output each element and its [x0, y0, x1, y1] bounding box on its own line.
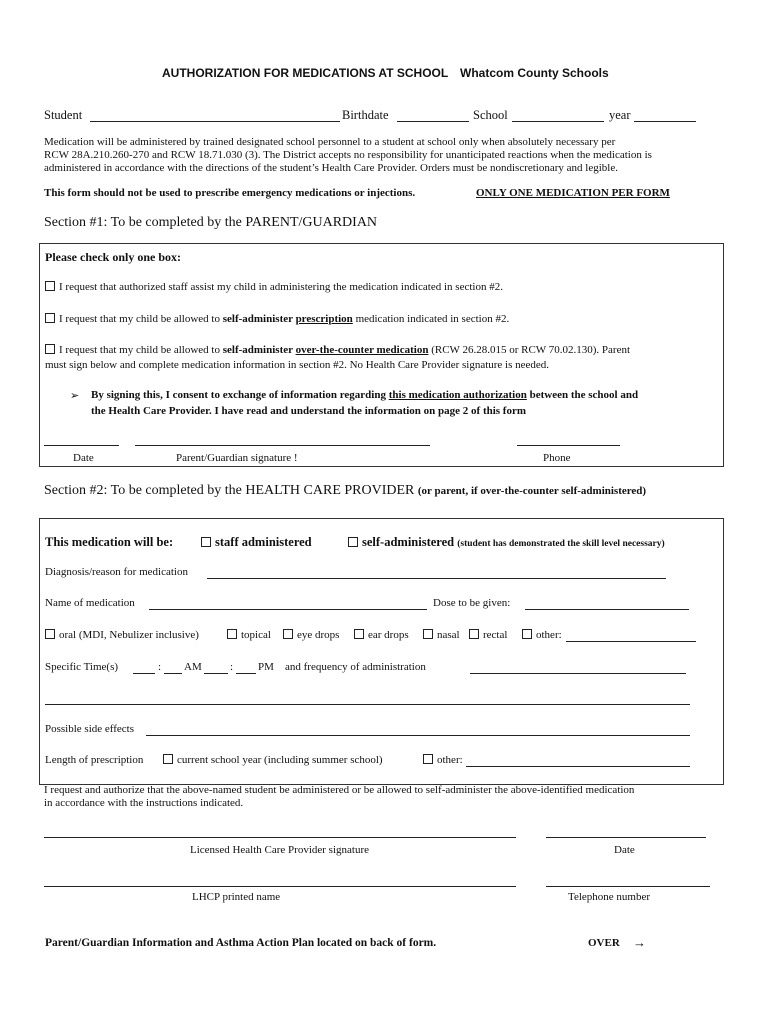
am-hour-field[interactable]: [133, 673, 155, 674]
birthdate-field[interactable]: [397, 121, 469, 122]
route-topical[interactable]: [227, 629, 271, 641]
parent-phone-field[interactable]: [517, 445, 620, 446]
intro-line-3: administered in accordance with the directions of the student’s Health Care Provider. Orders must be nondiscretionary and legible.: [44, 162, 618, 174]
intro-line-2: RCW 28A.210.260-270 and RCW 18.71.030 (3). The District accepts no responsibility for unanticipated reactions when the medication is: [44, 149, 652, 161]
length-other[interactable]: [423, 754, 463, 766]
lhcp-signature-field[interactable]: [44, 837, 516, 838]
route-ear-drops-label: ear drops: [368, 629, 409, 641]
route-other[interactable]: [522, 629, 562, 641]
footer-note: Parent/Guardian Information and Asthma Action Plan located on back of form.: [45, 937, 437, 949]
emergency-note: This form should not be used to prescribe emergency medications or injections.: [44, 187, 416, 199]
route-other-checkbox[interactable]: [522, 629, 532, 639]
staff-administered-label: staff administered: [215, 535, 312, 549]
option-3[interactable]: [45, 344, 630, 356]
route-oral-checkbox[interactable]: [45, 629, 55, 639]
pm-hour-field[interactable]: [204, 673, 228, 674]
option-3-line-2: must sign below and complete medication information in section #2. No Health Care Provider signature is needed.: [45, 359, 550, 371]
route-ear-drops-checkbox[interactable]: [354, 629, 364, 639]
route-ear-drops[interactable]: [354, 629, 409, 641]
option-3-checkbox[interactable]: [45, 344, 55, 354]
lhcp-signature-label: Licensed Health Care Provider signature: [190, 844, 369, 856]
lhcp-date-label: Date: [614, 844, 635, 856]
length-current-year[interactable]: [163, 754, 383, 766]
self-administered-note: (student has demonstrated the skill level necessary): [457, 539, 665, 549]
med-name-field[interactable]: [149, 609, 427, 610]
med-will-be-label: This medication will be:: [45, 535, 174, 549]
am-minute-field[interactable]: [164, 673, 182, 674]
option-2[interactable]: [45, 313, 509, 325]
lhcp-date-field[interactable]: [546, 837, 706, 838]
consent-pre: By signing this, I consent to exchange of information regarding: [91, 389, 389, 401]
self-administered-label: self-administered: [362, 535, 455, 549]
diagnosis-label: Diagnosis/reason for medication: [45, 566, 188, 578]
right-arrow-icon: →: [633, 935, 646, 950]
lhcp-telephone-label: Telephone number: [568, 891, 651, 903]
option-3-label-post: (RCW 26.28.015 or RCW 70.02.130). Parent: [428, 344, 631, 356]
length-other-checkbox[interactable]: [423, 754, 433, 764]
section2-heading: [44, 483, 646, 499]
parent-date-field[interactable]: [44, 445, 119, 446]
length-other-label: other:: [437, 754, 463, 766]
diagnosis-field[interactable]: [207, 578, 666, 579]
route-eye-drops-checkbox[interactable]: [283, 629, 293, 639]
am-label: AM: [184, 661, 202, 673]
option-1[interactable]: [45, 281, 503, 293]
length-current-year-checkbox[interactable]: [163, 754, 173, 764]
year-label: year: [609, 108, 631, 122]
parent-signature-field[interactable]: [135, 445, 430, 446]
specific-times-label: Specific Time(s): [45, 661, 119, 673]
route-nasal[interactable]: [423, 629, 460, 641]
authorization-line-2: in accordance with the instructions indicated.: [44, 797, 244, 809]
med-name-label: Name of medication: [45, 597, 135, 609]
route-other-field[interactable]: [566, 641, 696, 642]
option-3-label-bold: self-administer: [222, 344, 296, 356]
lhcp-name-field[interactable]: [44, 886, 516, 887]
length-current-year-label: current school year (including summer school): [177, 754, 383, 766]
consent-line-1: [91, 389, 638, 401]
dose-field[interactable]: [525, 609, 689, 610]
org-name: Whatcom County Schools: [460, 66, 609, 80]
school-field[interactable]: [512, 121, 604, 122]
option-2-label-bold: self-administer: [222, 313, 296, 325]
route-other-label: other:: [536, 629, 562, 641]
form-title: AUTHORIZATION FOR MEDICATIONS AT SCHOOL: [162, 66, 449, 80]
option-3-label-otc: over-the-counter medication: [295, 344, 429, 356]
option-2-checkbox[interactable]: [45, 313, 55, 323]
parent-phone-label: Phone: [543, 452, 571, 464]
route-oral-label: oral (MDI, Nebulizer inclusive): [59, 629, 199, 641]
frequency-label: and frequency of administration: [285, 661, 426, 673]
birthdate-label: Birthdate: [342, 108, 389, 122]
length-label: Length of prescription: [45, 754, 144, 766]
option-3-label-pre: I request that my child be allowed to: [59, 344, 223, 356]
student-label: Student: [44, 108, 83, 122]
consent-underlined: this medication authorization: [388, 389, 527, 401]
pm-minute-field[interactable]: [236, 673, 256, 674]
route-nasal-label: nasal: [437, 629, 460, 641]
option-1-label: I request that authorized staff assist my child in administering the medication indicated in section #2.: [59, 281, 503, 293]
staff-administered-checkbox[interactable]: [201, 537, 211, 547]
route-rectal[interactable]: [469, 629, 507, 641]
route-rectal-label: rectal: [483, 629, 508, 641]
route-topical-label: topical: [241, 629, 271, 641]
pm-label: PM: [258, 661, 274, 673]
option-2-label-prescription: prescription: [295, 313, 353, 325]
consent-post: between the school and: [526, 389, 639, 401]
section2-heading-note: (or parent, if over-the-counter self-administered): [417, 485, 647, 497]
check-one-label: Please check only one box:: [45, 250, 181, 264]
over-label: OVER: [588, 937, 620, 949]
section2-box: [39, 518, 724, 785]
year-field[interactable]: [634, 121, 696, 122]
consent-line-2: the Health Care Provider. I have read and understand the information on page 2 of this form: [91, 405, 527, 417]
self-administered-checkbox[interactable]: [348, 537, 358, 547]
parent-signature-label: Parent/Guardian signature !: [176, 452, 298, 464]
authorization-line-1: I request and authorize that the above-named student be administered or be allowed to self-administer the above-identified medication: [44, 784, 635, 796]
route-eye-drops[interactable]: [283, 629, 339, 641]
route-nasal-checkbox[interactable]: [423, 629, 433, 639]
dose-label: Dose to be given:: [433, 597, 511, 609]
am-colon: :: [158, 661, 162, 673]
side-effects-label: Possible side effects: [45, 723, 135, 735]
lhcp-telephone-field[interactable]: [546, 886, 710, 887]
length-other-field[interactable]: [466, 766, 690, 767]
lhcp-name-label: LHCP printed name: [192, 891, 281, 903]
intro-line-1: Medication will be administered by trained designated school personnel to a student at school only when absolutely necessary per: [44, 136, 616, 148]
option-2-label-pre: I request that my child be allowed to: [59, 313, 223, 325]
parent-date-label: Date: [73, 452, 94, 464]
route-eye-drops-label: eye drops: [297, 629, 340, 641]
route-rectal-checkbox[interactable]: [469, 629, 479, 639]
staff-administered-option[interactable]: [201, 535, 312, 550]
section1-heading: Section #1: To be completed by the PARENT/GUARDIAN: [44, 215, 378, 230]
self-administered-option[interactable]: [348, 535, 665, 550]
arrow-bullet-icon: ➢: [70, 390, 80, 402]
frequency-field[interactable]: [470, 673, 686, 674]
extra-line-field[interactable]: [45, 704, 690, 705]
route-oral[interactable]: [45, 629, 199, 641]
student-field[interactable]: [90, 121, 340, 122]
one-med-note: ONLY ONE MEDICATION PER FORM: [476, 187, 670, 199]
section2-heading-text: Section #2: To be completed by the HEALTH CARE PROVIDER: [44, 483, 415, 498]
route-topical-checkbox[interactable]: [227, 629, 237, 639]
pm-colon: :: [230, 661, 234, 673]
option-2-label-post: medication indicated in section #2.: [352, 313, 510, 325]
side-effects-field[interactable]: [146, 735, 690, 736]
option-1-checkbox[interactable]: [45, 281, 55, 291]
school-label: School: [473, 108, 508, 122]
